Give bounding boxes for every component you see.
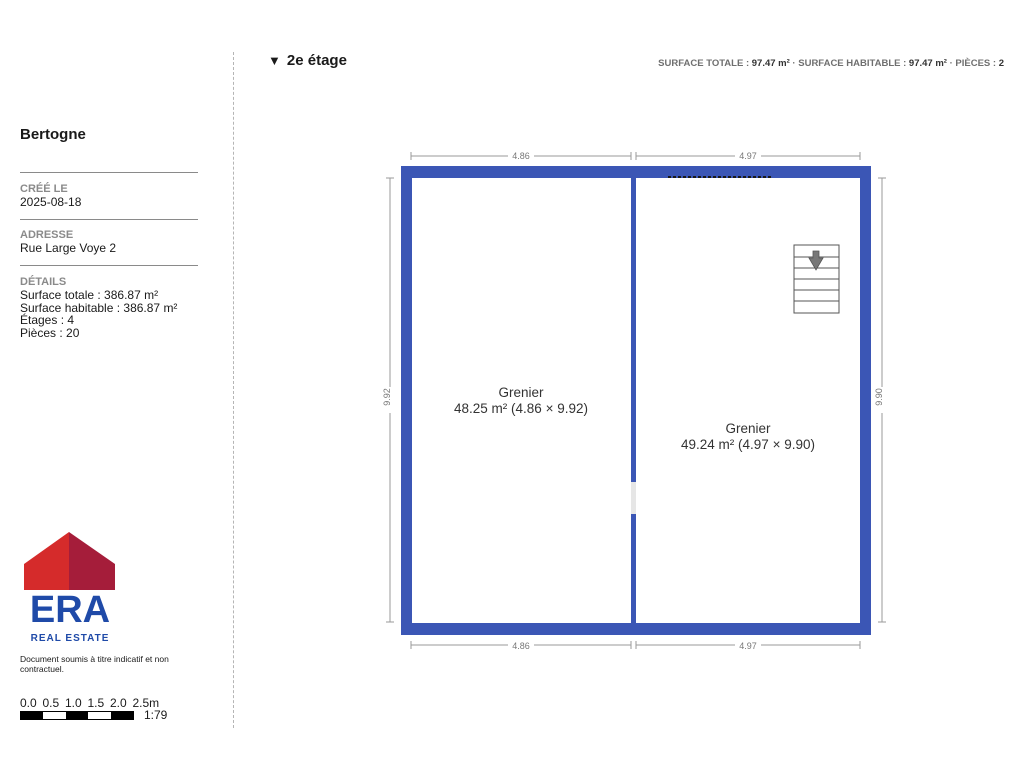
room-right-area: 49.24 m² (4.97 × 9.90) [681, 437, 815, 452]
scale-tick: 1.0 [65, 696, 82, 710]
summary-total-label: SURFACE TOTALE : [658, 58, 750, 69]
details-pieces: Pièces : 20 [20, 325, 80, 340]
logo-subtext: REAL ESTATE [30, 633, 110, 644]
summary-rooms-value: 2 [998, 58, 1004, 69]
wall-right [860, 166, 871, 635]
wall-left [401, 166, 412, 635]
scale-tick: 0.5 [42, 696, 60, 710]
details-surface-totale: Surface totale : 386.87 m² [20, 288, 159, 302]
summary-total-value: 97.47 m² [751, 58, 790, 69]
summary-rooms-label: PIÈCES : [955, 58, 997, 69]
logo-text: ERA [29, 589, 111, 631]
room-left-area: 48.25 m² (4.86 × 9.92) [454, 401, 588, 416]
details-surface-habitable: Surface habitable : 386.87 m² [20, 300, 178, 315]
created-label: CRÉÉ LE [20, 183, 68, 195]
scale-ratio: 1:79 [144, 708, 168, 722]
doorway [631, 482, 636, 514]
dim-right: 9.90 [874, 388, 884, 406]
summary-habitable-label: SURFACE HABITABLE : [798, 58, 907, 69]
dim-top-right: 4.97 [739, 151, 757, 161]
scale-tick: 2.0 [110, 696, 127, 710]
dim-left: 9.92 [382, 388, 392, 406]
details-etages: Étages : 4 [20, 313, 75, 327]
property-name: Bertogne [20, 126, 86, 143]
floor-title-text: 2e étage [286, 52, 347, 69]
dim-bottom-right: 4.97 [739, 641, 757, 651]
room-left-name: Grenier [498, 385, 544, 400]
wall-top [401, 166, 871, 178]
wall-middle-lower [631, 514, 636, 623]
dim-bottom-left: 4.86 [512, 641, 530, 651]
scale-tick: 2.5m [132, 696, 160, 710]
wall-middle-upper [631, 178, 636, 482]
details-label: DÉTAILS [20, 276, 67, 288]
staircase [794, 245, 839, 313]
summary-habitable-value: 97.47 m² [908, 58, 947, 69]
address-value: Rue Large Voye 2 [20, 241, 117, 255]
collapse-triangle-icon[interactable]: ▼ [268, 53, 281, 68]
dim-top-left: 4.86 [512, 151, 530, 161]
scale-tick: 0.0 [20, 696, 37, 710]
floor-summary: SURFACE TOTALE : 97.47 m² · SURFACE HABITABLE : 97.47 m² · PIÈCES : 2 [658, 58, 1004, 69]
room-right-name: Grenier [725, 421, 771, 436]
wall-bottom [401, 623, 871, 635]
scale-tick: 1.5 [87, 696, 105, 710]
created-value: 2025-08-18 [20, 195, 82, 209]
address-label: ADRESSE [20, 229, 74, 241]
disclaimer: Document soumis à titre indicatif et non contractuel. [20, 654, 169, 674]
